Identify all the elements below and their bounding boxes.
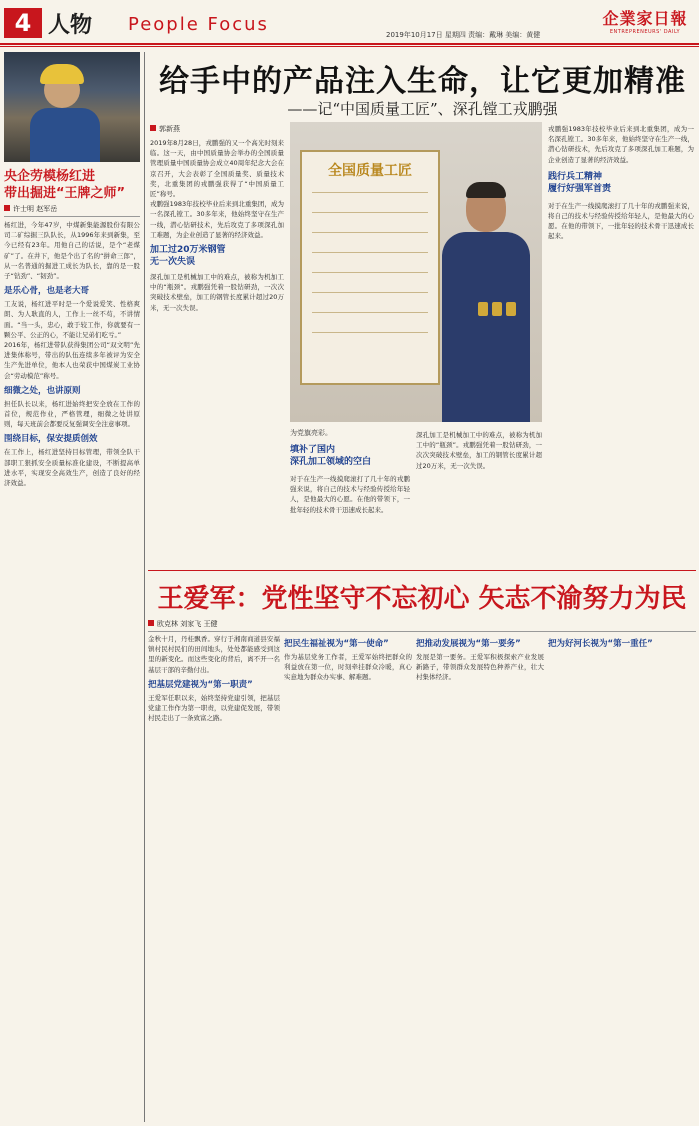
main-byline [150, 124, 250, 134]
second-headline: 王爱军：党性坚守不忘初心 矢志不渝努力为民 [157, 584, 687, 614]
second-subhead-4: 把为好河长视为“第一重任” [548, 639, 653, 649]
main-subheadline: ——记“中国质量工匠”、深孔镗工戎鹏强 [287, 100, 558, 118]
main-para-3: 对于在生产一线摸爬滚打了几十年的戎鹏强来说，将自己的技术与经验传授给年轻人，是他最大的心愿。在他的带领下，一批年轻的技术骨干迅速成长起来。 [290, 475, 410, 514]
left-story-byline [4, 204, 140, 217]
left-para-1: 杨红进，今年47岁，中煤新集能源股份有限公司二矿综掘三队队长，从1996年来到新集，至今已经有23年。用他自己的话说，是个“老煤矿”了。在井下，他是个出了名的“拼命三郎”，从一名普通的掘进工成长为队长，靠的是一股子“钻劲”、“韧劲”。 [4, 221, 140, 281]
second-col-1 [148, 634, 280, 1122]
column-divider [144, 52, 145, 1122]
main-para-2: 深孔加工是机械加工中的难点，被称为机加工中的“瓶颈”。戎鹏强凭着一股钻研劲，一次次突破技术壁垒，加工的钢管长度累计超过20万米，无一次失误。 [150, 273, 284, 312]
main-para-1-cont: 戎鹏强1983年技校毕业后来到北重集团，成为一名深孔镗工。30多年来，他始终坚守在生产一线，潜心钻研技术，先后攻克了多项深孔加工难题，为企业创造了显著的经济效益。 [548, 125, 694, 164]
main-subhead-1: 加工过20万米钢管 无一次失误 [150, 245, 226, 268]
page-number: 4 [4, 8, 42, 38]
left-para-4: 担任队长以来，杨红进始终把安全放在工作的首位，规范作业，严格管理，细微之处讲原则，每天班前会都要反复强调安全注意事项。 [4, 399, 140, 429]
second-subhead-2: 把民生福祉视为“第一使命” [284, 639, 389, 649]
main-col-2 [290, 474, 410, 566]
left-subhead-2: 细微之处，也讲原则 [4, 385, 81, 396]
left-story-headline: 央企劳模杨红进 带出掘进“王牌之师” [4, 169, 126, 201]
main-para-2-cont: 深孔加工是机械加工中的难点，被称为机加工中的“瓶颈”。戎鹏强凭着一股钻研劲，一次次突破技术壁垒，加工的钢管长度累计超过20万米，无一次失误。 [416, 431, 542, 470]
left-byline-text: 许士明 赵军岳 [13, 205, 58, 213]
logo-cn: 企業家日報 [602, 9, 688, 28]
main-para-3-cont: 对于在生产一线摸爬滚打了几十年的戎鹏强来说，将自己的技术与经验传授给年轻人，是他最大的心愿。在他的带领下，一批年轻的技术骨干迅速成长起来。 [548, 201, 694, 241]
second-subhead-1: 把基层党建视为“第一职责” [148, 679, 253, 690]
dateline: 2019年10月17日 星期四 责编：戴琳 美编：黄健 [386, 31, 541, 39]
main-col-4 [548, 124, 694, 566]
main-subhead-3: 践行兵工精神 履行好强军首责 [548, 171, 612, 194]
second-col-2 [284, 634, 412, 1122]
left-para-3: 2016年，杨红进带队获得集团公司“双文明”先进集体称号，带出的队伍连续多年被评为安全生产先进单位，他本人也荣获中国煤炭工业协会“劳动模范”称号。 [4, 341, 140, 380]
left-para-2: 工友说，杨红进平时是一个爱说爱笑、性格爽朗、为人耿直的人，工作上一丝不苟，不讲情面。“当一头，忠心，敢于较工作，你就要有一颗公平、公正的心，不能让兄弟们吃亏。” [4, 300, 140, 339]
certificate-board [300, 150, 440, 385]
second-col-3 [416, 634, 544, 1122]
second-byline [148, 619, 696, 632]
second-para-3: 作为基层党务工作者，王爱军始终把群众的利益放在第一位，时刻牵挂群众冷暖，真心实意地为群众办实事、解难题。 [284, 653, 412, 682]
masthead-rule-thin [0, 46, 699, 47]
second-para-4: 发展是第一要务。王爱军积极探索产业发展新路子，带领群众发展特色种养产业，壮大村集体经济。 [416, 653, 544, 682]
second-subhead-3: 把推动发展视为“第一要务” [416, 639, 521, 649]
section-rule [148, 570, 696, 571]
masthead-rule [0, 43, 699, 45]
left-story-body [4, 220, 140, 1120]
logo-en: ENTREPRENEURS' DAILY [609, 29, 681, 35]
left-para-5: 在工作上，杨红进坚持目标管理，带领全队干部职工狠抓安全质量标准化建设，不断提高单进水平，实现安全高效生产，创造了良好的经济效益。 [4, 448, 140, 488]
main-para-1: 戎鹏强1983年技校毕业后来到北重集团，成为一名深孔镗工。30多年来，他始终坚守在生产一线，潜心钻研技术，先后攻克了多项深孔加工难题，为企业创造了显著的经济效益。 [150, 200, 284, 239]
column-name-en: People Focus [128, 14, 269, 35]
column-name: 人物 [48, 12, 93, 38]
newspaper-logo [596, 6, 694, 40]
main-intro: 2019年8月28日，戎鹏强的又一个高光时刻来临。这一天，由中国质量协会举办的全国质量管理质量中国质量协会成立40周年纪念大会在京召开，大会表彰了全国质量奖、质量技术奖，北重集团的戎鹏强获得了“中国质量工匠”称号。 [150, 139, 284, 199]
main-col-3 [416, 430, 542, 566]
craftsman-photo [290, 122, 542, 422]
second-col-4 [548, 634, 694, 1122]
main-byline-text: 郭新燕 [159, 125, 180, 133]
certificate-title: 全国质量工匠 [328, 163, 412, 179]
second-para-2: 王爱军任职以来，始终坚持党建引领，把基层党建工作作为第一职责，以党建促发展，带领村民走出了一条致富之路。 [148, 693, 280, 723]
main-headline: 给手中的产品注入生命，让它更加精准 [159, 64, 686, 99]
left-subhead-1: 是乐心骨，也是老大哥 [4, 286, 90, 297]
photo-caption: 为党旗亮彩。 [290, 429, 332, 437]
worker-photo [4, 52, 140, 162]
left-subhead-3: 围绕目标，保安提质创效 [4, 434, 98, 445]
main-col-1 [150, 138, 284, 566]
second-para-1: 金秋十月，丹桂飘香。穿行于湘南商道县安福镇村民村民们的田间地头，处处都能感受到这里的新变化。而这些变化的背后，离不开一名基层干部的辛勤付出。 [148, 635, 280, 674]
second-byline-text: 欧克林 刘家飞 王健 [157, 620, 218, 628]
main-subhead-2: 填补了国内 深孔加工领域的空白 [290, 445, 372, 467]
craftsman-figure [438, 182, 534, 422]
